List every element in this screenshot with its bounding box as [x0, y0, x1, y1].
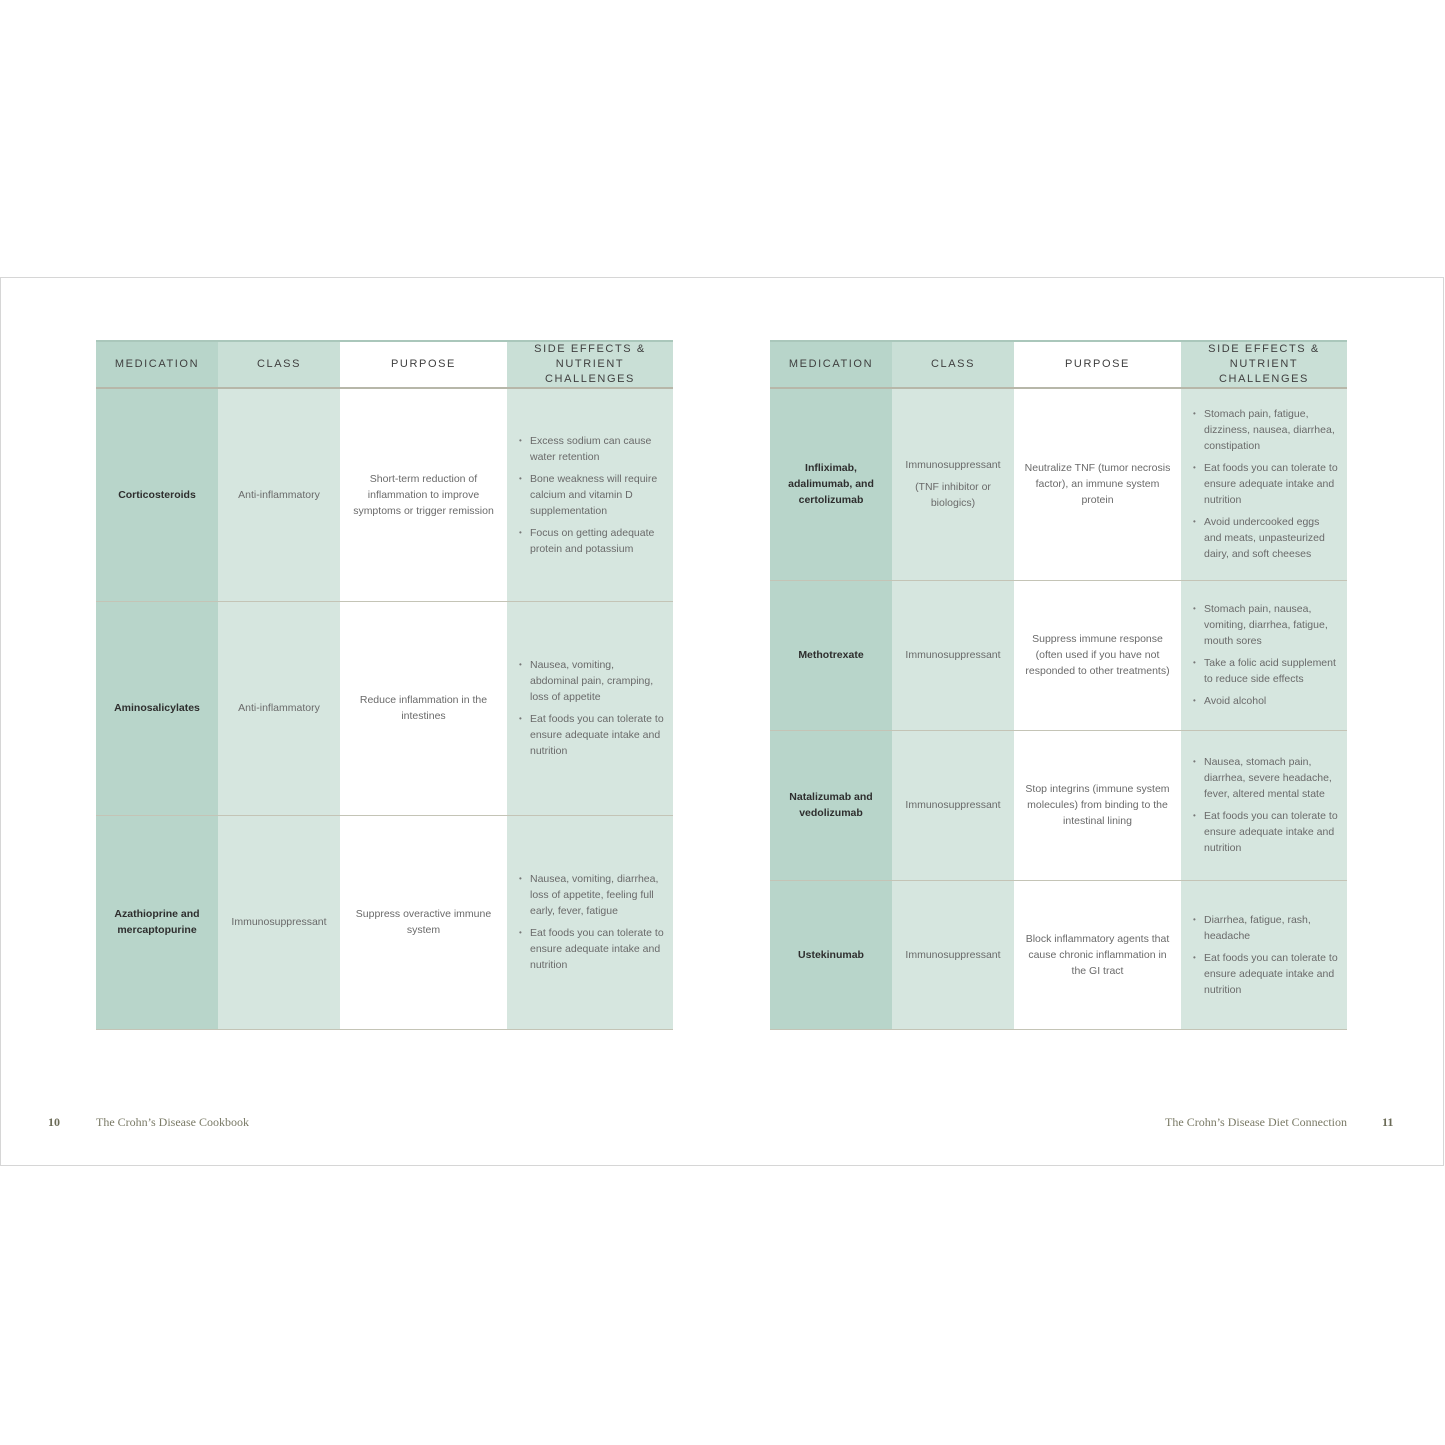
side-effects-list	[1193, 912, 1339, 998]
medication-table-right	[770, 340, 1347, 1030]
medication-class: Immunosuppressant	[905, 459, 1001, 472]
side-effect-item: • Nausea, vomiting, abdominal pain, cramping, loss of appetite	[519, 657, 665, 705]
medication-class-cell	[218, 601, 340, 815]
side-effects-cell	[1181, 880, 1347, 1029]
side-effect-item: • Stomach pain, fatigue, dizziness, nausea, diarrhea, constipation	[1193, 406, 1339, 454]
header-side-effects	[507, 341, 673, 388]
side-effects-list	[1193, 754, 1339, 856]
medication-name: Natalizumab and vedolizumab	[770, 730, 892, 880]
header-side-effects-line1: SIDE EFFECTS &	[1208, 343, 1320, 355]
header-class: CLASS	[218, 341, 340, 388]
right-table-body	[770, 388, 1347, 1029]
side-effects-list	[1193, 601, 1339, 709]
side-effect-item: • Bone weakness will require calcium and vitamin D supplementation	[519, 471, 665, 519]
side-effect-item: • Eat foods you can tolerate to ensure adequate intake and nutrition	[1193, 460, 1339, 508]
left-running-title: The Crohn’s Disease Cookbook	[96, 1115, 249, 1129]
table-row	[96, 815, 673, 1029]
medication-name: Ustekinumab	[770, 880, 892, 1029]
header-side-effects-line2: NUTRIENT CHALLENGES	[545, 358, 635, 385]
header-class: CLASS	[892, 341, 1014, 388]
side-effect-item: • Eat foods you can tolerate to ensure adequate intake and nutrition	[1193, 950, 1339, 998]
medication-class: Anti-inflammatory	[238, 488, 320, 501]
table-row	[770, 580, 1347, 730]
table-header-row	[770, 341, 1347, 388]
table-row	[770, 880, 1347, 1029]
medication-class-cell	[892, 580, 1014, 730]
table-row	[770, 388, 1347, 580]
medication-class: Immunosuppressant	[905, 649, 1001, 661]
side-effects-cell	[507, 601, 673, 815]
header-side-effects-line2: NUTRIENT CHALLENGES	[1219, 358, 1309, 385]
side-effects-cell	[1181, 388, 1347, 580]
side-effect-item: • Avoid undercooked eggs and meats, unpasteurized dairy, and soft cheeses	[1193, 514, 1339, 562]
side-effect-item: • Avoid alcohol	[1193, 693, 1339, 709]
medication-purpose: Stop integrins (immune system molecules) from binding to the intestinal lining	[1014, 730, 1181, 880]
medication-class: Immunosuppressant	[905, 948, 1001, 961]
side-effect-item: • Diarrhea, fatigue, rash, headache	[1193, 912, 1339, 944]
medication-name: Infliximab, adalimumab, and certolizumab	[770, 388, 892, 580]
side-effect-item: • Take a folic acid supplement to reduce side effects	[1193, 655, 1339, 687]
side-effects-list	[519, 871, 665, 973]
table-row	[96, 388, 673, 601]
side-effect-item: • Eat foods you can tolerate to ensure adequate intake and nutrition	[1193, 808, 1339, 856]
left-table-body	[96, 388, 673, 1029]
side-effect-item: • Excess sodium can cause water retention	[519, 433, 665, 465]
medication-purpose: Suppress overactive immune system	[340, 815, 507, 1029]
header-purpose: PURPOSE	[340, 341, 507, 388]
medication-class-cell	[892, 730, 1014, 880]
header-side-effects-line1: SIDE EFFECTS &	[534, 343, 646, 355]
side-effect-item: • Nausea, stomach pain, diarrhea, severe headache, fever, altered mental state	[1193, 754, 1339, 802]
medication-name: Corticosteroids	[96, 388, 218, 601]
side-effects-cell	[507, 388, 673, 601]
side-effects-list	[1193, 406, 1339, 562]
left-page-number: 10	[48, 1115, 60, 1129]
medication-class-cell	[892, 880, 1014, 1029]
table-row	[96, 601, 673, 815]
side-effects-list	[519, 657, 665, 759]
side-effects-cell	[507, 815, 673, 1029]
medication-purpose: Neutralize TNF (tumor necrosis factor), an immune system protein	[1014, 388, 1181, 580]
side-effects-list	[519, 433, 665, 557]
medication-class-cell	[892, 388, 1014, 580]
table-row	[770, 730, 1347, 880]
header-purpose: PURPOSE	[1014, 341, 1181, 388]
side-effect-item: • Focus on getting adequate protein and potassium	[519, 525, 665, 557]
right-page-number: 11	[1382, 1115, 1394, 1129]
medication-class: Immunosuppressant	[231, 916, 327, 928]
medication-class-cell	[218, 388, 340, 601]
header-medication: MEDICATION	[770, 341, 892, 388]
medication-name: Azathioprine and mercaptopurine	[96, 815, 218, 1029]
medication-purpose: Reduce inflammation in the intestines	[340, 601, 507, 815]
side-effects-cell	[1181, 580, 1347, 730]
medication-class-cell	[218, 815, 340, 1029]
header-medication: MEDICATION	[96, 341, 218, 388]
medication-purpose: Suppress immune response (often used if you have not responded to other treatments)	[1014, 580, 1181, 730]
table-header-row	[96, 341, 673, 388]
side-effect-item: • Eat foods you can tolerate to ensure adequate intake and nutrition	[519, 711, 665, 759]
medication-class: Immunosuppressant	[905, 799, 1001, 811]
side-effect-item: • Eat foods you can tolerate to ensure adequate intake and nutrition	[519, 925, 665, 973]
medication-name: Aminosalicylates	[96, 601, 218, 815]
side-effect-item: • Stomach pain, nausea, vomiting, diarrhea, fatigue, mouth sores	[1193, 601, 1339, 649]
medication-class-note: (TNF inhibitor or biologics)	[915, 481, 991, 510]
side-effects-cell	[1181, 730, 1347, 880]
header-side-effects	[1181, 341, 1347, 388]
medication-class: Anti-inflammatory	[238, 702, 320, 714]
medication-table-left	[96, 340, 673, 1030]
medication-purpose: Short-term reduction of inflammation to improve symptoms or trigger remission	[340, 388, 507, 601]
medication-name: Methotrexate	[770, 580, 892, 730]
right-running-title: The Crohn’s Disease Diet Connection	[1165, 1115, 1347, 1129]
side-effect-item: • Nausea, vomiting, diarrhea, loss of appetite, feeling full early, fever, fatigue	[519, 871, 665, 919]
medication-purpose: Block inflammatory agents that cause chronic inflammation in the GI tract	[1014, 880, 1181, 1029]
